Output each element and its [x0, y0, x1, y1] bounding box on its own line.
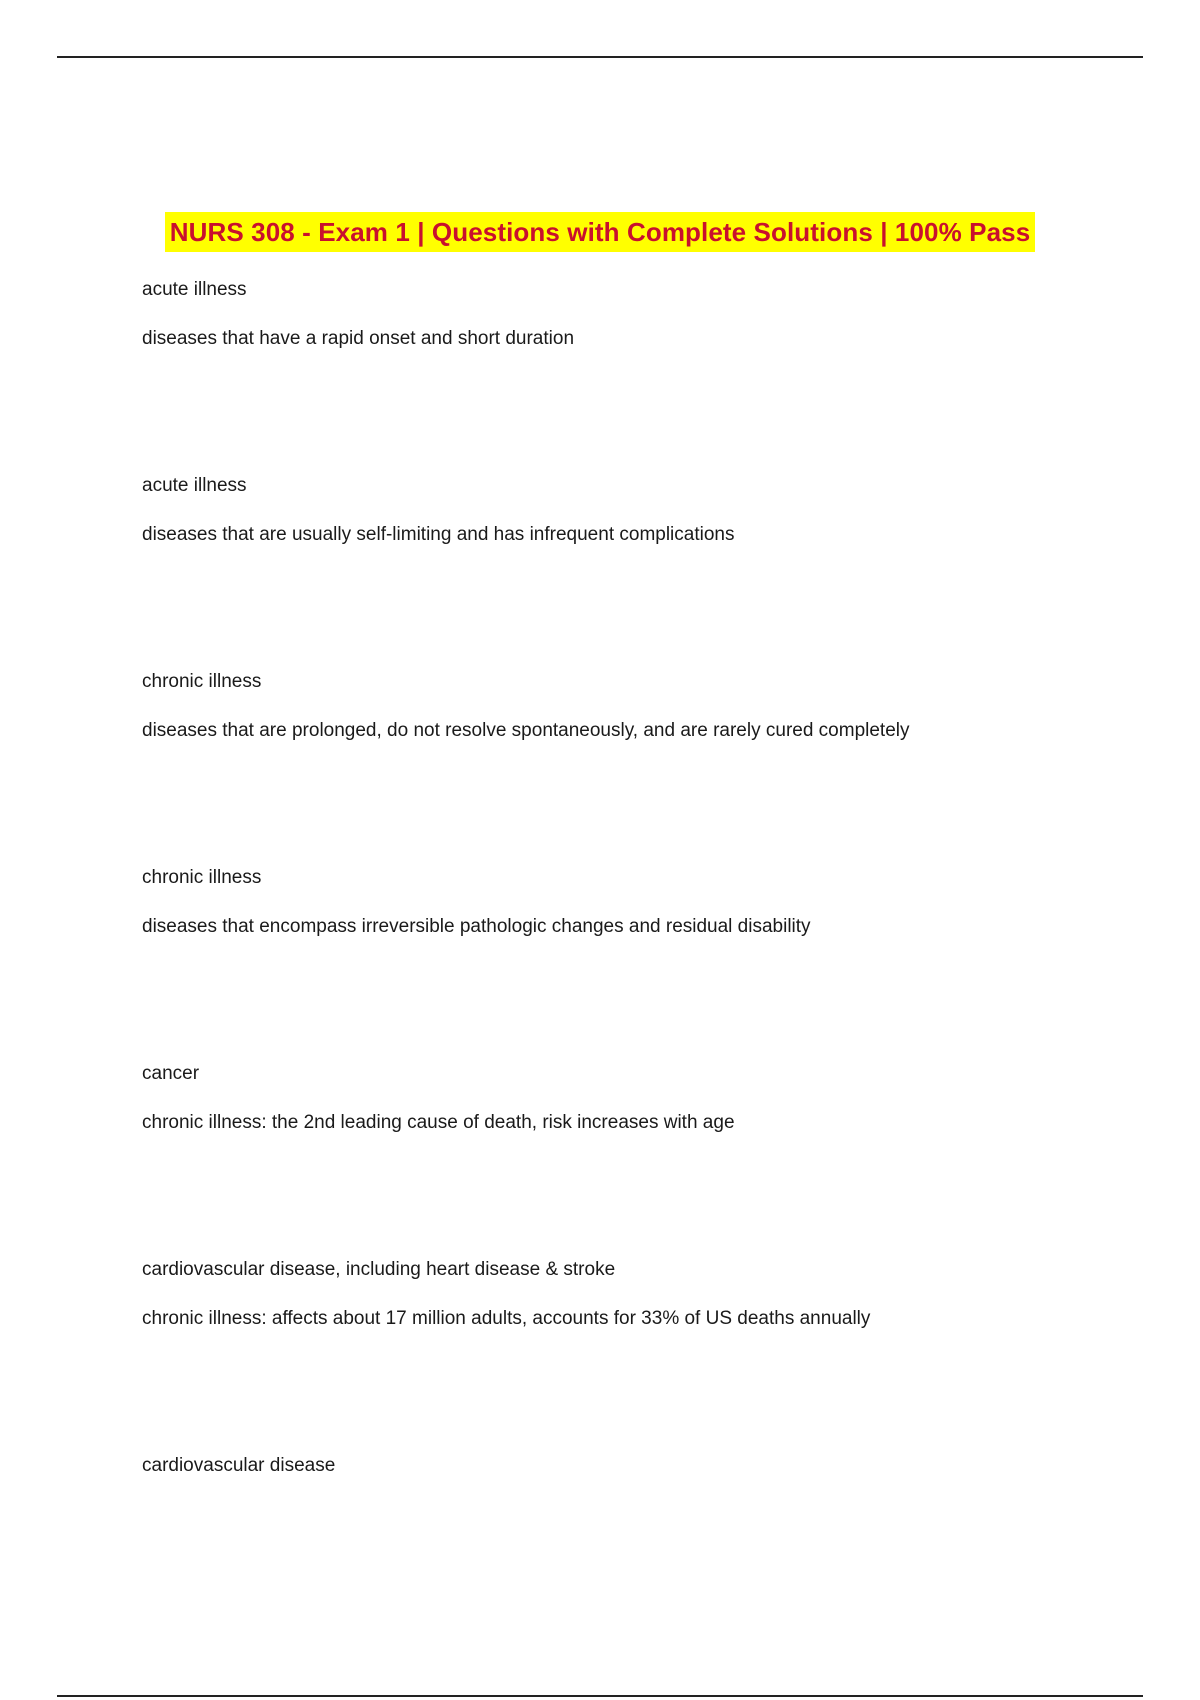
entry-term: cardiovascular disease, including heart disease & stroke — [142, 1259, 616, 1280]
entry-term: chronic illness — [142, 671, 262, 692]
entry-term: cardiovascular disease — [142, 1455, 336, 1476]
entry-definition: diseases that encompass irreversible pathologic changes and residual disability — [142, 916, 811, 937]
entry-term: acute illness — [142, 475, 247, 496]
document-title: NURS 308 - Exam 1 | Questions with Complete Solutions | 100% Pass — [165, 212, 1036, 252]
entry-term: acute illness — [142, 279, 247, 300]
flashcard-entry — [142, 1062, 1102, 1135]
flashcard-entry — [142, 474, 1102, 547]
document-header — [0, 212, 1200, 252]
flashcard-entry — [142, 278, 1102, 351]
entry-term: chronic illness — [142, 867, 262, 888]
entry-definition: chronic illness: the 2nd leading cause of death, risk increases with age — [142, 1112, 735, 1133]
bottom-divider — [57, 1695, 1143, 1697]
entry-definition: diseases that have a rapid onset and short duration — [142, 328, 575, 349]
entry-definition: diseases that are prolonged, do not resolve spontaneously, and are rarely cured completely — [142, 720, 910, 741]
top-divider — [57, 56, 1143, 58]
flashcard-entry — [142, 866, 1102, 939]
entry-definition: chronic illness: affects about 17 million adults, accounts for 33% of US deaths annually — [142, 1308, 871, 1329]
entry-term: cancer — [142, 1063, 200, 1084]
flashcard-entry — [142, 1454, 1102, 1478]
entry-definition: diseases that are usually self-limiting and has infrequent complications — [142, 524, 735, 545]
flashcard-entry — [142, 670, 1102, 743]
flashcard-entry — [142, 1258, 1102, 1331]
